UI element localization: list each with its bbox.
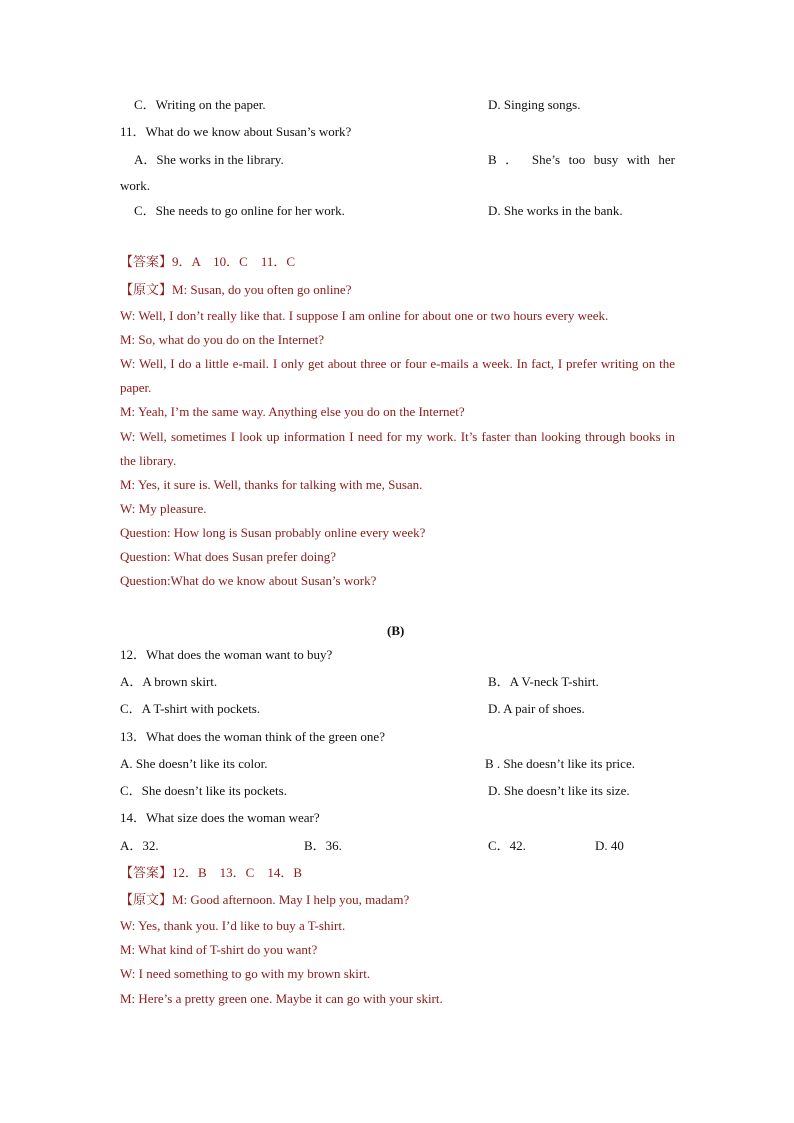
transcript-1-line-3: M: So, what do you do on the Internet? [120, 332, 324, 347]
transcript-1-line-4: W: Well, I do a little e-mail. I only get about three or four e-mails a week. In fact, I prefer writing on the paper. [120, 356, 675, 395]
q13-stem: 13．What does the woman think of the green one? [120, 729, 385, 744]
transcript-tag: 【原文】 [120, 282, 173, 297]
q14-option-a: A．32. [120, 838, 159, 853]
section-b-heading: (B) [387, 623, 405, 638]
q13-option-c: C．She doesn’t like its pockets. [120, 783, 287, 798]
q12-option-c: C．A T-shirt with pockets. [120, 701, 261, 716]
transcript-1-line-7: M: Yes, it sure is. Well, thanks for talking with me, Susan. [120, 477, 423, 492]
q12-stem: 12．What does the woman want to buy? [120, 647, 333, 662]
transcript-line: M: Good afternoon. May I help you, madam? [172, 892, 410, 907]
transcript-line: M: Susan, do you often go online? [172, 282, 352, 297]
answer-tag: 【答案】 [120, 254, 173, 269]
answer-key-1 [120, 254, 295, 270]
q14-option-c: C．42. [488, 838, 526, 853]
q11-option-b: B ． She’s too busy with her [488, 152, 675, 167]
transcript-1-line-8: W: My pleasure. [120, 501, 207, 516]
q11-option-d: D. She works in the bank. [488, 203, 623, 218]
transcript-tag: 【原文】 [120, 892, 173, 907]
q14-stem: 14．What size does the woman wear? [120, 810, 320, 825]
transcript-1-line-9: Question: How long is Susan probably online every week? [120, 525, 426, 540]
q14-option-b: B．36. [304, 838, 342, 853]
q10-option-d: D. Singing songs. [488, 97, 581, 112]
answer-text: 12．B 13．C 14．B [172, 865, 303, 880]
transcript-1-line-6: W: Well, sometimes I look up information I need for my work. It’s faster than looking through books in the library. [120, 429, 675, 468]
q12-option-b: B．A V-neck T-shirt. [488, 674, 599, 689]
transcript-1-line-5: M: Yeah, I’m the same way. Anything else you do on the Internet? [120, 404, 465, 419]
answer-tag: 【答案】 [120, 865, 173, 880]
q11-stem: 11．What do we know about Susan’s work? [120, 124, 352, 139]
answer-key-2 [120, 865, 302, 881]
transcript-1-line-2: W: Well, I don’t really like that. I suppose I am online for about one or two hours every week. [120, 308, 609, 323]
q13-option-a: A. She doesn’t like its color. [120, 756, 268, 771]
q12-option-a: A．A brown skirt. [120, 674, 218, 689]
q11-option-a: A．She works in the library. [134, 152, 284, 167]
q13-option-b: B . She doesn’t like its price. [485, 756, 635, 771]
transcript-1-line-11: Question:What do we know about Susan’s work? [120, 573, 377, 588]
transcript-1-line-10: Question: What does Susan prefer doing? [120, 549, 337, 564]
q12-option-d: D. A pair of shoes. [488, 701, 585, 716]
q14-option-d: D. 40 [595, 838, 624, 853]
transcript-2-line-1 [120, 892, 409, 908]
q10-option-c: C．Writing on the paper. [134, 97, 266, 112]
answer-text: 9．A 10．C 11．C [172, 254, 296, 269]
q11-option-c: C．She needs to go online for her work. [134, 203, 345, 218]
transcript-2-line-3: M: What kind of T-shirt do you want? [120, 942, 318, 957]
q11-option-b-continued: work. [120, 178, 150, 193]
transcript-2-line-5: M: Here’s a pretty green one. Maybe it can go with your skirt. [120, 991, 443, 1006]
q13-option-d: D. She doesn’t like its size. [488, 783, 630, 798]
transcript-2-line-4: W: I need something to go with my brown skirt. [120, 966, 371, 981]
transcript-2-line-2: W: Yes, thank you. I’d like to buy a T-shirt. [120, 918, 346, 933]
transcript-1-line-1 [120, 282, 351, 298]
